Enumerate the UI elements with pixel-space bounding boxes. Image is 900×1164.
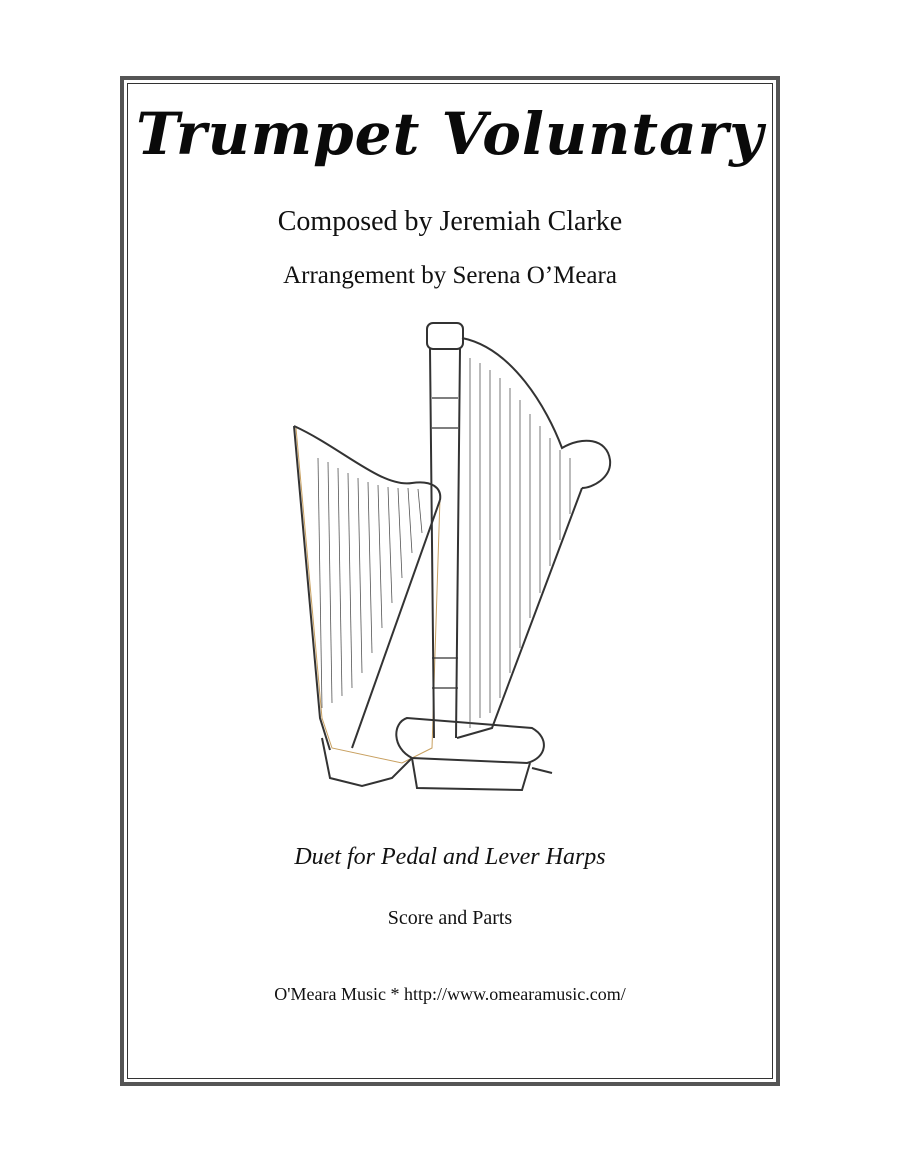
cover-title: Trumpet Voluntary: [136, 100, 764, 168]
edition-label: Score and Parts: [387, 907, 513, 929]
pedal-harp-icon: [396, 323, 610, 790]
composer-credit: Composed by Jeremiah Clarke: [277, 206, 623, 237]
publisher-credit: O'Meara Music * http://www.omearamusic.com/: [274, 984, 626, 1004]
harps-illustration: [282, 318, 622, 818]
instrumentation-subtitle: Duet for Pedal and Lever Harps: [294, 844, 606, 870]
lever-harp-icon: [294, 426, 440, 786]
arranger-credit: Arrangement by Serena O’Meara: [283, 262, 617, 289]
